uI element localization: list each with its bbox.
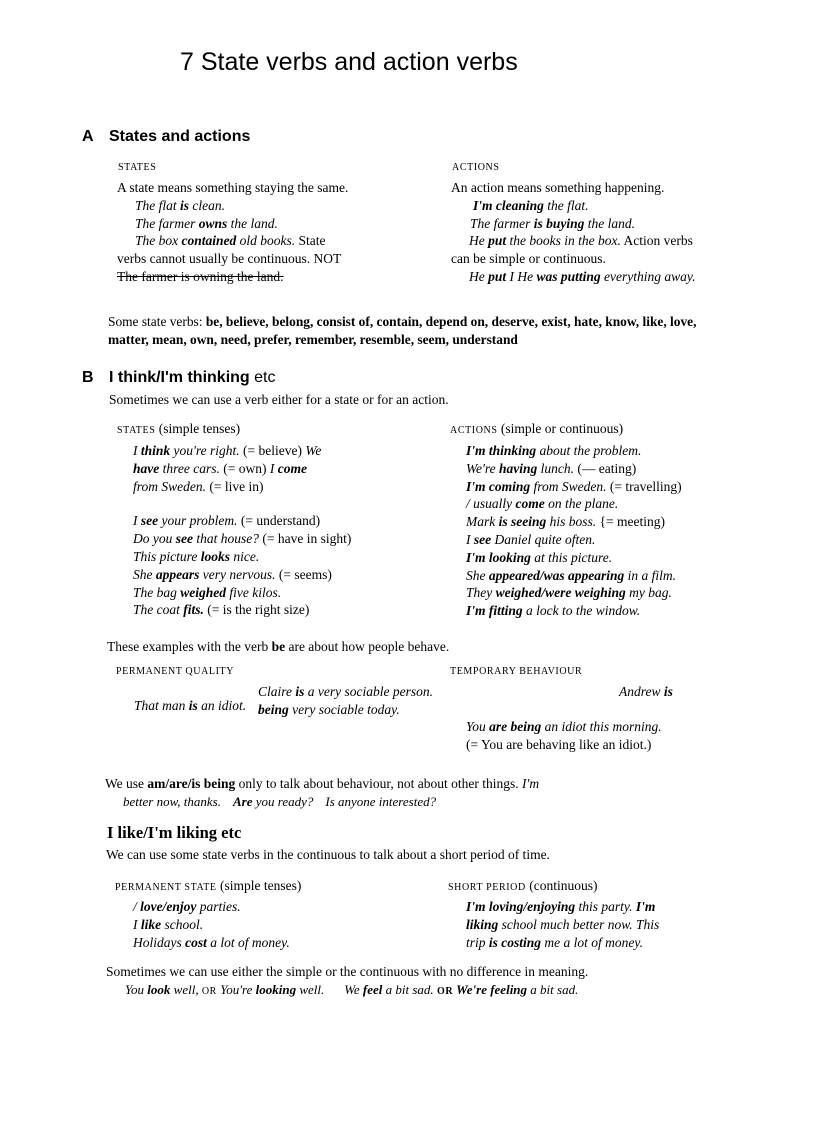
temporary-behaviour-label: TEMPORARY BEHAVIOUR [450,666,583,677]
short-period-label: SHORT PERIOD (continuous) [448,878,598,893]
example-line: (= You are behaving like an idiot.) [466,736,652,752]
action-example: He put I He was putting everything away. [469,268,696,284]
page-title: 7 State verbs and action verbs [180,48,518,76]
section-b-heading: I think/I'm thinking etc [109,369,276,386]
example-line: trip is costing me a lot of money. [466,934,644,950]
example-line: You are being an idiot this morning. [466,719,662,734]
action-note: can be simple or continuous. [451,251,606,267]
state-intro: A state means something staying the same. [117,180,349,195]
b-actions-examples [466,442,682,620]
example-that-man: That man is an idiot. [134,698,247,713]
action-example: The farmer is buying the land. [470,215,636,231]
section-b-intro: Sometimes we can use a verb either for a state or for an action. [109,392,449,407]
temporary-examples [466,718,662,754]
states-column [117,179,348,286]
example-line: / love/enjoy parties. [133,899,241,914]
permanent-state-label: PERMANENT STATE (simple tenses) [115,878,302,893]
example-line: This picture looks nice. [133,548,260,564]
example-line: I'm coming from Sweden. (= travelling) [466,478,682,494]
actions-label: ACTIONS [452,162,500,173]
example-line: Do you see that house? (= have in sight) [133,531,352,547]
be-intro: These examples with the verb be are about how people behave. [107,639,450,654]
example-line: have three cars. (= own) I come [133,460,307,476]
states-simple-label: STATES (simple tenses) [117,421,241,436]
example-line: She appears very nervous. (= seems) [133,566,332,582]
state-example: The box contained old books. State [135,233,326,249]
action-example: I'm cleaning the flat. [473,197,589,213]
example-line: I'm thinking about the problem. [466,443,642,458]
c-permanent-examples [133,898,290,951]
state-example: The flat is clean. [135,197,226,213]
section-a-heading: States and actions [109,128,251,145]
state-wrong-example: The farmer is owning the land. [117,268,284,284]
actions-column [451,179,696,286]
c-short-examples [466,898,659,951]
example-line: / usually come on the plane. [466,496,619,512]
actions-continuous-label: ACTIONS (simple or continuous) [450,421,624,436]
state-example: The farmer owns the land. [135,215,278,231]
b-states-examples [133,442,351,619]
example-line: Holidays cost a lot of money. [133,934,290,950]
am-are-is-being-note: We use am/are/is being only to talk about behaviour, not about other things. I'm better now, thanks. Are you ready? Is anyone interested? [105,776,540,809]
section-b-letter: B [82,369,94,386]
example-line: I'm fitting a lock to the window. [466,603,641,619]
example-claire: Claire is a very sociable person. [258,684,433,699]
example-line: I think you're right. (= believe) We [133,443,322,458]
example-line: liking school much better now. This [466,916,660,932]
example-andrew: Andrew is [619,684,673,699]
state-note: verbs cannot usually be continuous. NOT [117,251,342,267]
example-line: I'm looking at this picture. [466,549,613,565]
example-line: The coat fits. (= is the right size) [133,602,310,618]
example-line: She appeared/was appearing in a film. [466,567,677,583]
action-intro: An action means something happening. [451,180,665,195]
example-line: They weighed/were weighing my bag. [466,585,672,601]
section-c-intro: We can use some state verbs in the continuous to talk about a short period of time. [106,847,550,862]
section-c-heading: I like/I'm liking etc [107,823,242,842]
example-line: from Sweden. (= live in) [133,478,264,494]
permanent-quality-label: PERMANENT QUALITY [116,666,235,677]
example-line: Mark is seeing his boss. {= meeting) [466,514,665,530]
example-being: being very sociable today. [258,702,400,717]
example-line: We're having lunch. (— eating) [466,460,637,476]
action-example: He put the books in the box. Action verbs [469,233,693,249]
states-label: STATES [118,162,157,173]
state-verbs-list: Some state verbs: be, believe, belong, consist of, contain, depend on, deserve, exist, hate, know, like, love, matter, mean, own, need, prefer, remember, resemble, seem, understand [108,314,697,347]
example-line: I see your problem. (= understand) [133,513,321,529]
section-a-letter: A [82,128,94,145]
example-line: I see Daniel quite often. [466,531,596,547]
either-note: Sometimes we can use either the simple or the continuous with no difference in meaning. You look well, OR You're looking well. We feel a bit sad. OR We're feeling a bit sad. [106,964,589,997]
example-line: I'm loving/enjoying this party. I'm [466,899,656,914]
example-line: I like school. [133,916,204,932]
example-line: The bag weighed five kilos. [133,584,282,600]
